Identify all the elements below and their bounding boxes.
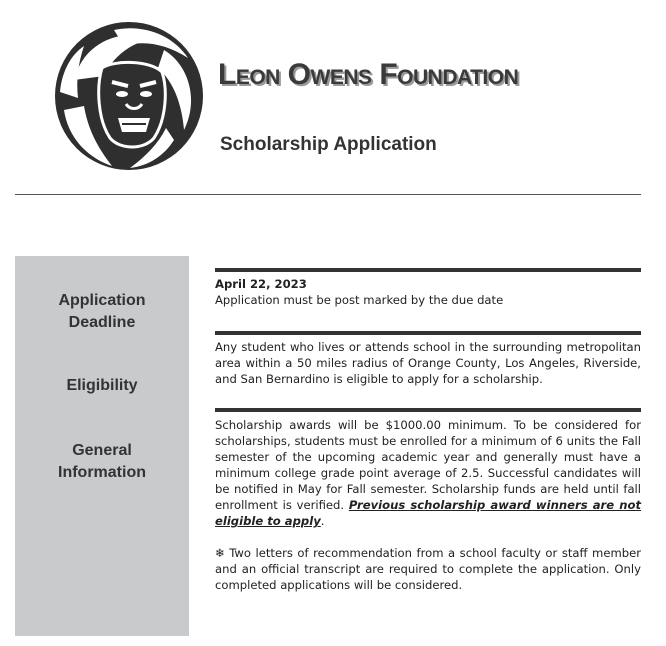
header-divider [15, 194, 641, 195]
deadline-section [215, 276, 641, 308]
note-period: . [320, 514, 325, 528]
general-label-line-1: General [72, 442, 132, 459]
snowflake-icon: ❄ [215, 546, 225, 560]
general-bar [215, 408, 641, 412]
lion-head-icon [54, 20, 204, 172]
deadline-date: April 22, 2023 [215, 277, 307, 291]
eligibility-bar [215, 331, 641, 335]
requirements-bullet [215, 545, 641, 593]
document-title: Scholarship Application [220, 134, 437, 155]
general-text [215, 417, 641, 529]
deadline-bar [215, 268, 641, 272]
general-body: Scholarship awards will be $1000.00 minimum. To be considered for scholarships, students must be enrolled for a minimum of 6 units the Fall semester of the upcoming academic year and generally must have a minimum college grade point average of 2.5. Successful candidates will be notified in May for Fall semester. Scholarship funds are held until fall enrollment is verified. [215, 418, 641, 512]
eligibility-section [215, 339, 641, 387]
deadline-section-label [15, 290, 189, 334]
deadline-text: Application must be post marked by the due date [215, 293, 504, 307]
organization-name: Leon Owens Foundation [218, 58, 519, 91]
eligibility-label: Eligibility [66, 377, 138, 394]
deadline-label-line-1: Application [58, 292, 146, 309]
eligibility-section-label [15, 375, 189, 397]
deadline-label-line-2: Deadline [68, 314, 136, 331]
requirements-text: Two letters of recommendation from a school faculty or staff member and an official transcript are required to complete the application. Only completed applications will be considered. [215, 546, 641, 592]
general-section-label [15, 440, 189, 484]
sidebar [15, 256, 189, 636]
general-label-line-2: Information [58, 464, 146, 481]
general-section [215, 417, 641, 593]
eligibility-text: Any student who lives or attends school in the surrounding metropolitan area within a 50 miles radius of Orange County, Los Angeles, Riverside, and San Bernardino is eligible to apply for a scholarship. [215, 340, 641, 386]
eligibility-note: Previous scholarship award winners are not eligible to apply [215, 498, 642, 528]
